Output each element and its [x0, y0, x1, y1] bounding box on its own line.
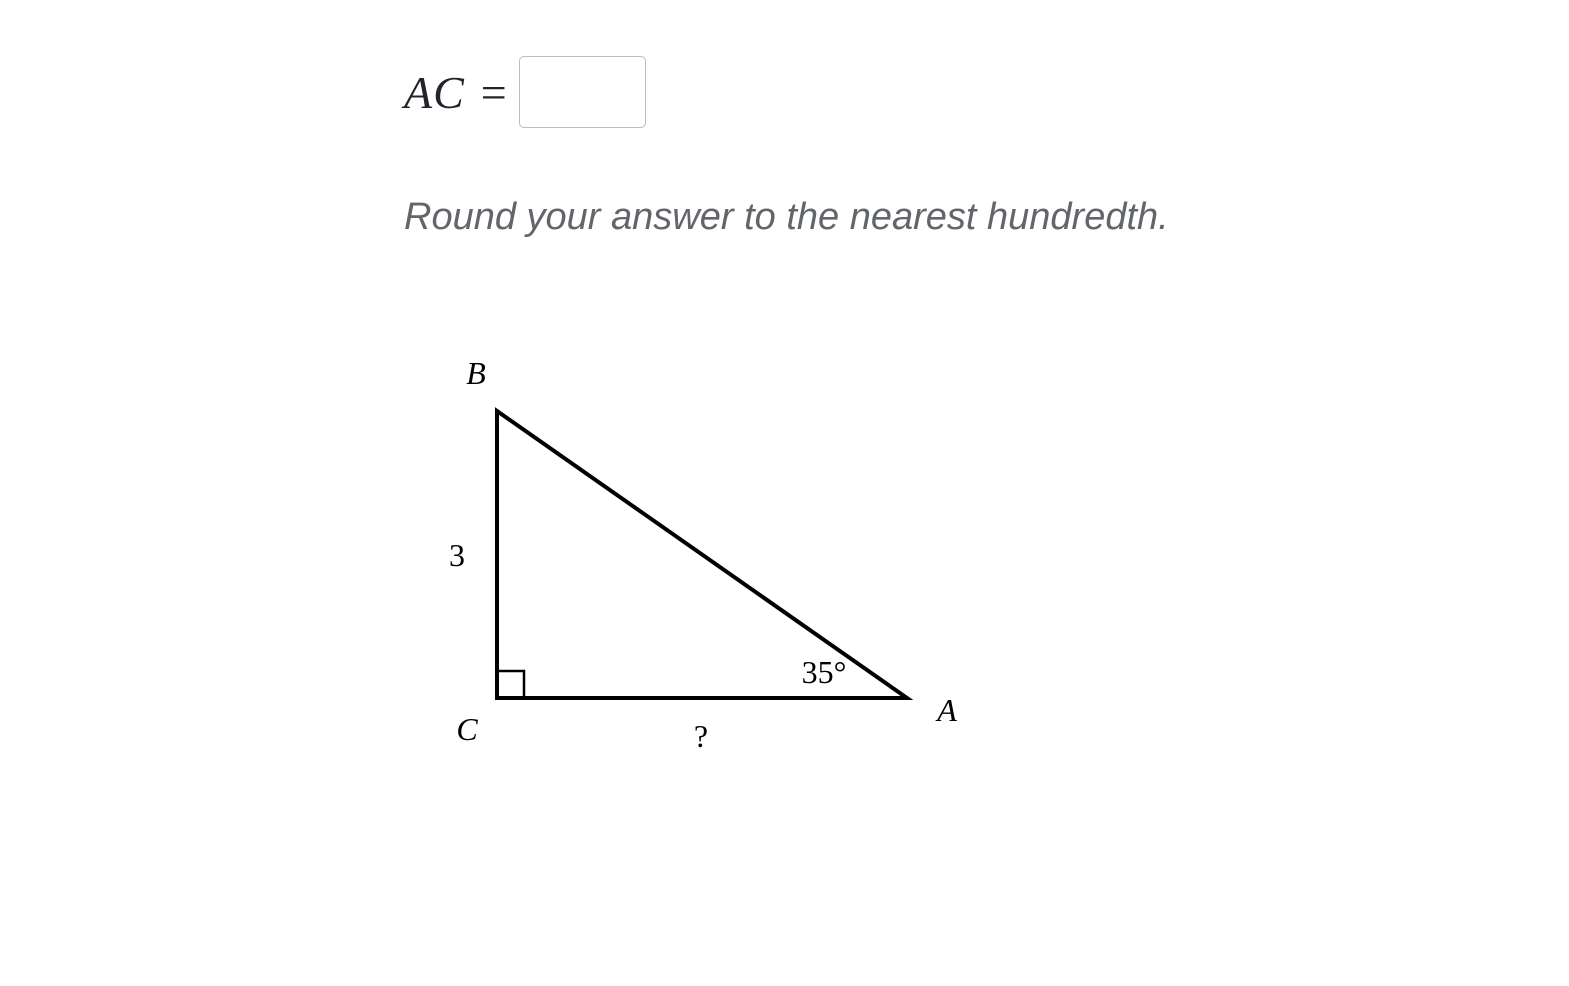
side-label-bc: 3: [449, 537, 465, 573]
vertex-label-b: B: [466, 355, 486, 391]
vertex-label-a: A: [937, 692, 957, 728]
equation-lhs: AC: [404, 66, 465, 118]
rounding-instruction: Round your answer to the nearest hundredth.: [404, 196, 1169, 238]
right-angle-marker: [497, 671, 524, 698]
side-label-ac: ?: [693, 718, 709, 754]
angle-label-a: 35°: [801, 654, 847, 690]
vertex-label-c: C: [456, 711, 478, 747]
equals-sign: =: [480, 66, 507, 118]
